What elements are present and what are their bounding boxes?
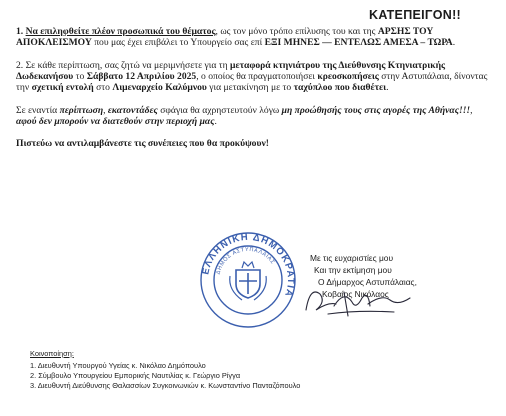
cc-item: 1. Διευθυντή Υπουργού Υγείας κ. Νικόλαο Δημόπουλο [30, 361, 206, 370]
p3-end: . [214, 116, 217, 127]
p2-bold-1: μεταφορά κτηνιάτρου της Διεύθυνσης Κτηνιατρικής Δωδεκανήσου [16, 60, 446, 82]
p2-bold-6: ταχύπλοο που διαθέτει [293, 82, 387, 93]
p1-bold-underlined: Να επιληφθείτε πλέον προσωπικά του θέματος [25, 26, 216, 37]
letter-body [16, 26, 494, 159]
paragraph-3 [16, 105, 494, 127]
paragraph-4 [16, 138, 494, 149]
p3-text-1: Σε εναντία [16, 105, 60, 116]
closing-line-1: Με τις ευχαριστίες μου [310, 253, 394, 263]
p1-text-2: που μας έχει επιβάλει το Υπουργείο σας επί [91, 37, 265, 48]
seal-outer-text: ΕΛΛΗΝΙΚΗ ΔΗΜΟΚΡΑΤΙΑ [200, 231, 297, 299]
cc-title: Κοινοποίηση: [30, 349, 74, 358]
p2-text-4: στην Αστυπάλαια, δίνοντας την [16, 71, 488, 93]
paragraph-1 [16, 26, 494, 48]
p1-number: 1. [16, 26, 26, 37]
p2-text-6: για μετακίνηση με το [206, 82, 294, 93]
p2-bold-5: Λιμεναρχείο Καλύμνου [112, 82, 207, 93]
seal-inner-text: ΔΗΜΟΣ ΑΣΤΥΠΑΛΑΙΑΣ [215, 246, 276, 276]
signer-name: Κοβαίος Νικόλαος [322, 289, 389, 299]
p3-bold-italic-3: μη προώθησής τους στις αγορές της Αθήνας!!! [281, 105, 471, 116]
p1-bold-3: ΕΞΙ ΜΗΝΕΣ — ΕΝΤΕΛΩΣ ΑΜΕΣΑ – ΤΩΡΑ [264, 37, 453, 48]
p3-bold-italic-4: αφού δεν μπορούν να διατεθούν στην περιοχή μας [16, 116, 215, 127]
paragraph-2 [16, 60, 494, 93]
p3-text-4: , [470, 105, 473, 116]
p2-bold-2: Σάββατο 12 Απριλίου 2025 [86, 71, 197, 82]
p2-bold-3: κρεοσκοπήσεις [317, 71, 379, 82]
signature-scribble [298, 280, 418, 322]
urgent-header: ΚΑΤΕΠΕΙΓΟΝ!! [369, 8, 462, 22]
p2-number: 2. [16, 60, 26, 71]
p2-text-1: Σε κάθε περίπτωση, σας ζητώ να μεριμνήσετε για τη [25, 60, 231, 71]
greek-coat-of-arms-icon [230, 262, 267, 300]
p1-text: , ως τον μόνο τρόπο επίλυσης του και της [215, 26, 378, 37]
p2-end: . [386, 82, 389, 93]
p2-text-3: , ο οποίος θα πραγματοποιήσει [196, 71, 318, 82]
cc-item: 3. Διευθυντή Διεύθυνσης Θαλασσίων Συγκοινωνιών κ. Κωνσταντίνο Πανταζόπουλο [30, 381, 301, 390]
p3-text-3: σφάγια θα αχρηστευτούν λόγω [157, 105, 282, 116]
p3-text-2: , [103, 105, 108, 116]
p2-text-5: στο [93, 82, 113, 93]
p2-text-2: το [73, 71, 87, 82]
p3-bold-italic-1: περίπτωση [59, 105, 104, 116]
p2-bold-4: σχετική εντολή [31, 82, 94, 93]
cc-block [30, 349, 300, 391]
p1-end: . [452, 37, 456, 48]
closing-line-2: Και την εκτίμηση μου [314, 265, 392, 275]
municipal-seal [198, 230, 298, 330]
p4-text: Πιστεύω να αντιλαμβάνεστε τις συνέπειες που θα προκύψουν! [16, 138, 269, 149]
closing-line-3: Ο Δήμαρχος Αστυπάλαιας, [318, 277, 417, 287]
p3-bold-italic-2: εκατοντάδες [107, 105, 158, 116]
cc-item: 2. Σύμβουλο Υπουργείου Εμπορικής Ναυτιλίας κ. Γεώργιο Ρίγγα [30, 371, 241, 380]
p1-bold-2: ΑΡΣΗΣ ΤΟΥ ΑΠΟΚΛΕΙΣΜΟΥ [16, 26, 434, 48]
